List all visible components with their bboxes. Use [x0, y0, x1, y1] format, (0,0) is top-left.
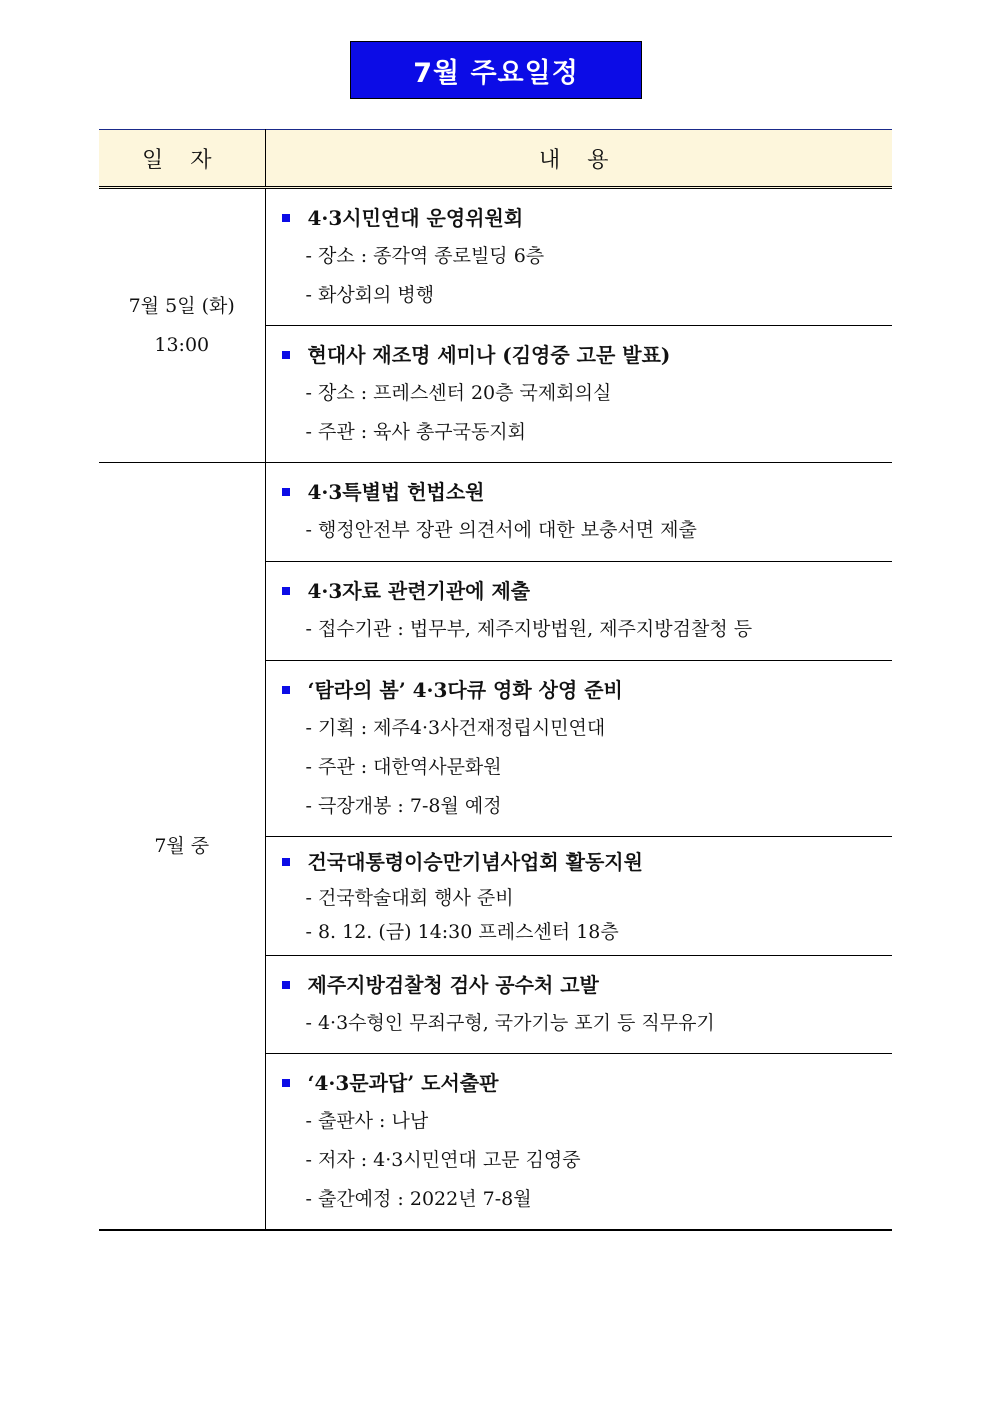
item-title — [278, 843, 893, 881]
square-bullet-icon — [282, 686, 290, 694]
time-line: 13:00 — [154, 333, 210, 356]
content-cell — [265, 661, 892, 837]
item-title — [278, 1064, 893, 1102]
item-title — [278, 473, 893, 511]
item-detail: - 저자 : 4·3시민연대 고문 김영중 — [305, 1149, 581, 1171]
table-header-row — [99, 130, 892, 188]
header-date: 일 자 — [99, 130, 265, 188]
item-title — [278, 671, 893, 709]
item-detail: - 행정안전부 장관 의견서에 대한 보충서면 제출 — [305, 519, 697, 541]
item-title-text: 4·3자료 관련기관에 제출 — [307, 579, 531, 603]
item-detail: - 주관 : 육사 총구국동지회 — [305, 421, 527, 443]
item-title — [278, 336, 893, 374]
square-bullet-icon — [282, 214, 290, 222]
square-bullet-icon — [282, 1079, 290, 1087]
square-bullet-icon — [282, 488, 290, 496]
item-title-text: ‘4·3문과답’ 도서출판 — [307, 1071, 499, 1095]
square-bullet-icon — [282, 587, 290, 595]
square-bullet-icon — [282, 981, 290, 989]
item-detail: - 주관 : 대한역사문화원 — [305, 756, 502, 778]
content-cell — [265, 326, 892, 463]
item-title — [278, 572, 893, 610]
square-bullet-icon — [282, 351, 290, 359]
content-cell — [265, 188, 892, 326]
header-content: 내 용 — [265, 130, 892, 188]
item-detail: - 4·3수형인 무죄구형, 국가기능 포기 등 직무유기 — [305, 1012, 715, 1034]
item-title-text: 4·3시민연대 운영위원회 — [307, 206, 524, 230]
content-cell — [265, 837, 892, 956]
schedule-row — [99, 463, 892, 562]
item-title-text: 4·3특별법 헌법소원 — [307, 480, 485, 504]
date-cell — [99, 463, 265, 1231]
content-cell — [265, 956, 892, 1054]
item-title-text: 건국대통령이승만기념사업회 활동지원 — [307, 850, 643, 874]
item-detail: - 8. 12. (금) 14:30 프레스센터 18층 — [305, 921, 619, 943]
date-cell — [99, 188, 265, 463]
item-title — [278, 966, 893, 1004]
item-detail: - 장소 : 종각역 종로빌딩 6층 — [305, 245, 545, 267]
schedule-table — [99, 129, 892, 1231]
content-cell — [265, 463, 892, 562]
schedule-row — [99, 188, 892, 326]
item-title-text: 제주지방검찰청 검사 공수처 고발 — [307, 973, 599, 997]
title-box — [350, 41, 642, 99]
content-cell — [265, 1054, 892, 1231]
item-detail: - 출판사 : 나남 — [305, 1110, 429, 1132]
item-detail: - 건국학술대회 행사 준비 — [305, 887, 514, 909]
item-detail: - 화상회의 병행 — [305, 284, 435, 306]
item-detail: - 장소 : 프레스센터 20층 국제회의실 — [305, 382, 612, 404]
item-detail: - 접수기관 : 법무부, 제주지방법원, 제주지방검찰청 등 — [305, 618, 753, 640]
item-detail: - 극장개봉 : 7-8월 예정 — [305, 795, 502, 817]
square-bullet-icon — [282, 858, 290, 866]
date-line: 7월 중 — [154, 834, 210, 857]
item-detail: - 기획 : 제주4·3사건재정립시민연대 — [305, 717, 606, 739]
date-line: 7월 5일 (화) — [128, 294, 235, 317]
page-title: 7월 주요일정 — [413, 57, 579, 89]
item-title-text: ‘탐라의 봄’ 4·3다큐 영화 상영 준비 — [307, 678, 623, 702]
item-detail: - 출간예정 : 2022년 7-8월 — [305, 1188, 532, 1210]
item-title-text: 현대사 재조명 세미나 (김영중 고문 발표) — [307, 343, 671, 367]
item-title — [278, 199, 893, 237]
content-cell — [265, 562, 892, 661]
